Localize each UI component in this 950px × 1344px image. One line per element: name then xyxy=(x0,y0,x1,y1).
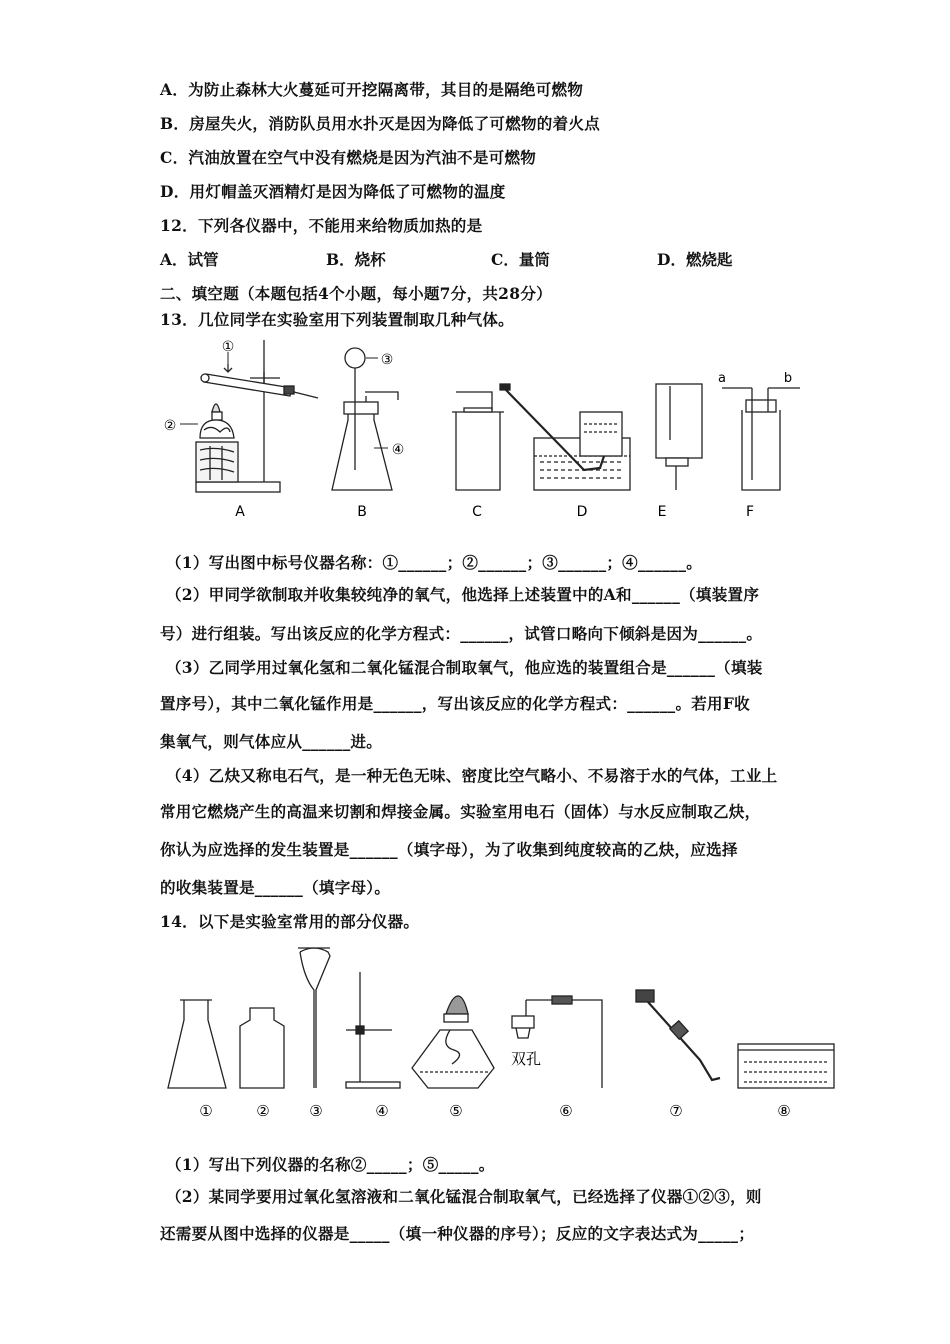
instrument-4 xyxy=(346,972,400,1088)
q13-label-b: B xyxy=(357,504,367,520)
apparatus-d xyxy=(500,384,630,490)
stopper-label: 双孔 xyxy=(510,1050,542,1068)
q13-stem: 13．几位同学在实验室用下列装置制取几种气体。 xyxy=(160,310,514,329)
q14-label-1: ① xyxy=(199,1102,213,1120)
instrument-6 xyxy=(512,996,602,1088)
q14-label-3: ③ xyxy=(309,1102,323,1120)
q13-line-1: （1）写出图中标号仪器名称：①______；②______；③______；④______。 xyxy=(166,553,703,572)
apparatus-f xyxy=(722,388,800,490)
q14-label-4: ④ xyxy=(375,1102,389,1120)
q13-label-e: E xyxy=(657,504,667,520)
q13-mark-2: ② xyxy=(163,418,177,434)
q13-line-10: 的收集装置是______（填字母）。 xyxy=(160,878,391,897)
apparatus-a xyxy=(196,340,318,492)
q13-line-4: （3）乙同学用过氧化氢和二氧化锰混合制取氧气，他应选的装置组合是______（填装 xyxy=(166,658,763,677)
section-title: 二、填空题（本题包括4个小题，每小题7分，共28分） xyxy=(160,284,552,303)
port-label-a: a xyxy=(718,371,726,386)
q14-stem: 14．以下是实验室常用的部分仪器。 xyxy=(160,912,420,931)
instrument-5 xyxy=(412,996,494,1088)
q14-line-2: （2）某同学要用过氧化氢溶液和二氧化锰混合制取氧气，已经选择了仪器①②③，则 xyxy=(166,1187,762,1206)
q13-mark-4: ④ xyxy=(391,442,405,458)
apparatus-b xyxy=(332,348,398,490)
q14-line-3: 还需要从图中选择的仪器是_____（填一种仪器的序号）；反应的文字表达式为_____； xyxy=(160,1224,755,1243)
q13-line-5: 置序号），其中二氧化锰作用是______，写出该反应的化学方程式：______。若用F收 xyxy=(160,694,750,713)
q13-label-d: D xyxy=(576,504,588,520)
q12-option-a: A．试管 xyxy=(160,250,219,269)
q13-line-8: 常用它燃烧产生的高温来切割和焊接金属。实验室用电石（固体）与水反应制取乙炔， xyxy=(160,802,761,821)
q11-option-b: B．房屋失火，消防队员用水扑灭是因为降低了可燃物的着火点 xyxy=(160,114,601,133)
q13-line-6: 集氧气，则气体应从______进。 xyxy=(160,732,383,751)
q14-label-2: ② xyxy=(256,1102,270,1120)
q14-label-6: ⑥ xyxy=(559,1102,573,1120)
q11-option-c: C．汽油放置在空气中没有燃烧是因为汽油不是可燃物 xyxy=(160,148,537,167)
q13-line-3: 号）进行组装。写出该反应的化学方程式：______，试管口略向下倾斜是因为______。 xyxy=(160,624,763,643)
instrument-1 xyxy=(168,1000,226,1088)
q13-line-7: （4）乙炔又称电石气，是一种无色无味、密度比空气略小、不易溶于水的气体，工业上 xyxy=(166,766,778,785)
q13-line-2: （2）甲同学欲制取并收集较纯净的氧气，他选择上述装置中的A和______（填装置序 xyxy=(166,585,760,604)
q14-label-8: ⑧ xyxy=(777,1102,791,1120)
q12-option-b: B．烧杯 xyxy=(326,250,386,269)
instrument-7 xyxy=(636,990,720,1080)
instrument-8 xyxy=(738,1044,834,1088)
port-label-b: b xyxy=(783,371,793,386)
q13-label-c: C xyxy=(472,504,482,520)
q13-line-9: 你认为应选择的发生装置是______（填字母），为了收集到纯度较高的乙炔，应选择 xyxy=(160,840,738,859)
q14-line-1: （1）写出下列仪器的名称②_____；⑤_____。 xyxy=(166,1155,495,1174)
apparatus-e xyxy=(656,384,702,490)
instrument-2 xyxy=(240,1008,284,1088)
q14-label-5: ⑤ xyxy=(449,1102,463,1120)
q13-label-a: A xyxy=(235,504,245,520)
q13-mark-1: ① xyxy=(221,339,235,355)
q12-option-d: D．燃烧匙 xyxy=(657,250,733,269)
instrument-3 xyxy=(298,948,330,1088)
q13-mark-3: ③ xyxy=(380,352,394,368)
q13-label-f: F xyxy=(745,504,755,520)
q11-option-d: D．用灯帽盖灭酒精灯是因为降低了可燃物的温度 xyxy=(160,182,506,201)
q12-stem: 12．下列各仪器中，不能用来给物质加热的是 xyxy=(160,216,483,235)
q14-label-7: ⑦ xyxy=(669,1102,683,1120)
q11-option-a: A．为防止森林大火蔓延可开挖隔离带，其目的是隔绝可燃物 xyxy=(160,80,584,99)
apparatus-c xyxy=(452,392,504,490)
q12-option-c: C．量筒 xyxy=(491,250,550,269)
